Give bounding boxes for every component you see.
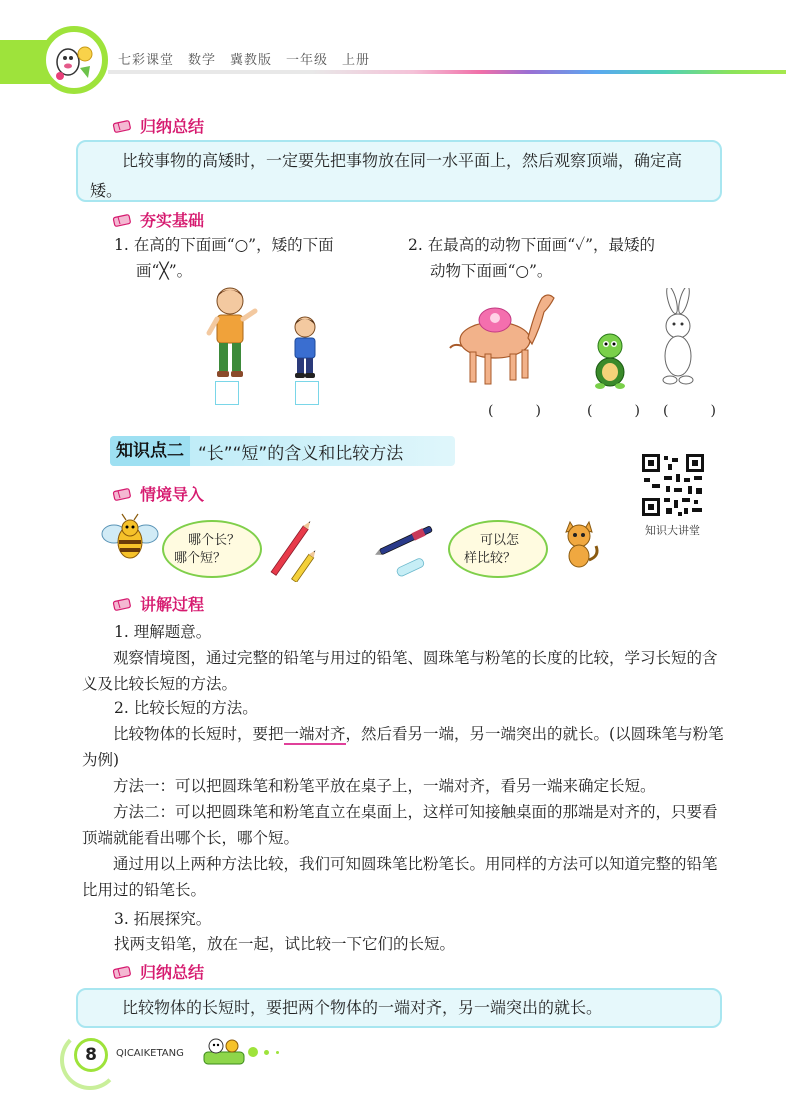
page-header	[0, 0, 800, 110]
speech-bubble-1	[162, 520, 262, 578]
question-2-line1: 2. 在最高的动物下面画“✓”，最矮的	[408, 236, 656, 254]
step-1-title: 1. 理解题意。	[114, 623, 212, 641]
step-2-body-after: ，然后看另一端，另一端突出的就长。(以圆珠笔与粉笔为例)	[82, 725, 724, 769]
section-explanation-label: 讲解过程	[140, 595, 205, 614]
footer-dot-medium	[264, 1050, 269, 1055]
bubble-1-line1: 哪个长？	[188, 533, 241, 548]
summary-box-2	[76, 988, 722, 1028]
cartoon-logo-icon	[50, 36, 98, 84]
section-basics-label: 夯实基础	[140, 211, 205, 230]
speech-bubble-2	[448, 520, 548, 578]
qr-caption: 知识大讲堂	[645, 524, 700, 537]
bubble-1-line2: 哪个短？	[174, 551, 227, 566]
pen-and-chalk-icon	[374, 522, 444, 580]
question-1-line2: 画“╳”。	[136, 262, 193, 280]
footer-dot-large	[248, 1047, 258, 1057]
page-number: 8	[74, 1038, 108, 1072]
step-2-body	[82, 721, 732, 773]
eraser-pencil-icon	[112, 965, 134, 979]
step-2-title: 2. 比较长短的方法。	[114, 699, 258, 717]
summary-1-text: 比较事物的高矮时，一定要先把事物放在同一水平面上，然后观察顶端，确定高矮。	[90, 151, 683, 200]
question-1	[114, 232, 334, 284]
boys-illustration	[195, 285, 335, 380]
pencils-icon	[268, 516, 338, 582]
section-summary-1-label: 归纳总结	[140, 117, 205, 136]
answer-paren-camel[interactable]: ( )	[488, 403, 555, 419]
step-2-body-before: 比较物体的长短时，要把	[113, 725, 284, 743]
section-scenario	[112, 482, 204, 505]
question-2-line2: 动物下面画“○”。	[430, 262, 553, 280]
section-basics	[112, 208, 204, 231]
method-2: 方法二：可以把圆珠笔和粉笔直立在桌面上，这样可知接触桌面的那端是对齐的，只要看顶端就能看出哪个长，哪个短。	[82, 803, 718, 847]
knowledge-point-text: “长”“短”的含义和比较方法	[198, 443, 404, 464]
section-explanation	[112, 592, 204, 615]
question-2	[408, 232, 655, 284]
answer-box-short[interactable]	[295, 381, 319, 405]
header-rainbow-bar	[108, 70, 786, 74]
step-1-body: 观察情境图，通过完整的铅笔与用过的铅笔、圆珠笔与粉笔的长度的比较，学习长短的含义及比较长短的方法。	[82, 649, 718, 693]
bubble-2-line1: 可以怎	[480, 533, 520, 548]
section-scenario-label: 情境导入	[140, 485, 205, 504]
bubble-2-line2: 样比较？	[464, 551, 517, 566]
logo	[40, 26, 108, 94]
footer-dot-small	[276, 1051, 279, 1054]
answer-box-tall[interactable]	[215, 381, 239, 405]
footer-brand: QICAIKETANG	[116, 1048, 184, 1059]
footer-cartoon-icon	[202, 1036, 246, 1066]
section-summary-2	[112, 960, 204, 983]
eraser-pencil-icon	[112, 119, 134, 133]
cat-icon	[558, 520, 602, 570]
knowledge-point-number: 知识点二	[110, 436, 190, 466]
book-title: 七彩课堂 数学 冀教版 一年级 上册	[118, 53, 371, 68]
summary-2-text: 比较物体的长短时，要把两个物体的一端对齐，另一端突出的就长。	[122, 998, 603, 1017]
step-3-title: 3. 拓展探究。	[114, 910, 212, 928]
knowledge-point-title	[110, 436, 455, 466]
animals-illustration	[440, 288, 710, 393]
conclusion: 通过用以上两种方法比较，我们可知圆珠笔比粉笔长。用同样的方法可以知道完整的铅笔比用过的铅笔长。	[82, 855, 718, 899]
step-3-body: 找两支铅笔，放在一起，试比较一下它们的长短。	[114, 935, 456, 953]
eraser-pencil-icon	[112, 597, 134, 611]
section-summary-2-label: 归纳总结	[140, 963, 205, 982]
eraser-pencil-icon	[112, 487, 134, 501]
question-1-line1: 1. 在高的下面画“○”，矮的下面	[114, 236, 334, 254]
answer-paren-rabbit[interactable]: ( )	[663, 403, 730, 419]
answer-paren-turtle[interactable]: ( )	[587, 403, 654, 419]
summary-box-1	[76, 140, 722, 202]
qr-code-icon[interactable]	[640, 452, 706, 518]
section-summary-1	[112, 114, 204, 137]
step-2-body-underlined: 一端对齐	[283, 725, 346, 743]
eraser-pencil-icon	[112, 213, 134, 227]
bee-icon	[100, 512, 160, 564]
method-1: 方法一：可以把圆珠笔和粉笔平放在桌子上，一端对齐，看另一端来确定长短。	[113, 777, 656, 795]
